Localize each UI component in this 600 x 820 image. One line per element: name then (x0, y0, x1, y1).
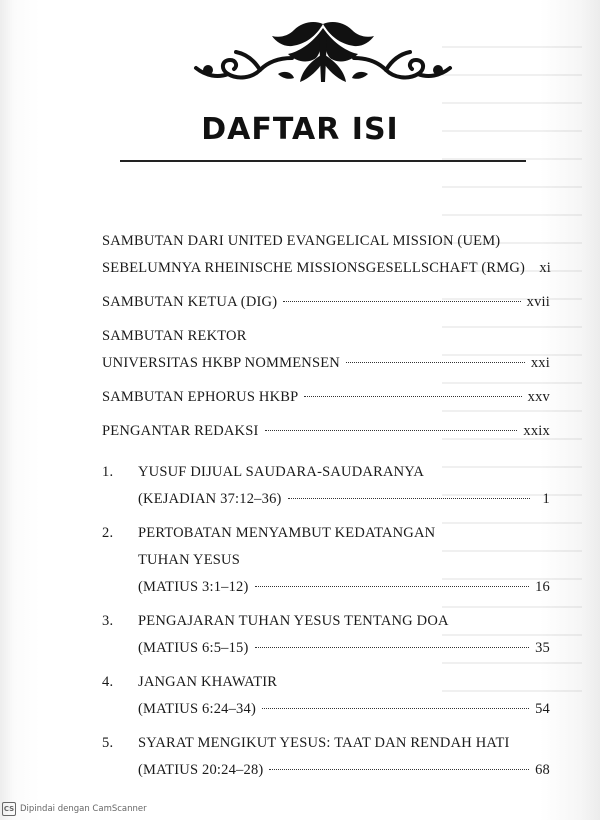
chapter-title: YUSUF DIJUAL SAUDARA-SAUDARANYA (138, 464, 425, 480)
toc-entry-text: SAMBUTAN REKTOR (102, 328, 247, 344)
chapter-number: 3. (102, 613, 114, 629)
toc-page-number: xvii (526, 294, 550, 310)
toc-page-number: 35 (535, 640, 550, 656)
leader-dots (255, 647, 530, 648)
toc-entry-sambutan-ketua[interactable] (102, 289, 550, 316)
chapter-title: TUHAN YESUS (138, 552, 240, 568)
toc-entry-sambutan-rektor[interactable] (102, 323, 550, 377)
chapter-number: 2. (102, 525, 114, 541)
chapter-reference: (MATIUS 6:5–15) (138, 640, 249, 656)
leader-dots (265, 430, 518, 431)
toc-chapter-1[interactable] (102, 459, 550, 513)
chapter-reference: (KEJADIAN 37:12–36) (138, 491, 282, 507)
toc-entry-text: SEBELUMNYA RHEINISCHE MISSIONSGESELLSCHAFT (RMG) (102, 260, 526, 276)
toc-page-number: 68 (535, 762, 550, 778)
camscanner-logo-icon: CS (2, 802, 16, 816)
toc-entry-sambutan-uem[interactable] (102, 228, 550, 282)
toc-chapter-2[interactable] (102, 520, 550, 601)
butterfly-ornament-icon (188, 14, 458, 92)
chapter-reference: (MATIUS 3:1–12) (138, 579, 249, 595)
chapter-number: 1. (102, 464, 114, 480)
watermark-text: Dipindai dengan CamScanner (20, 804, 147, 814)
chapter-title: PENGAJARAN TUHAN YESUS TENTANG DOA (138, 613, 449, 629)
title-underline (120, 160, 526, 162)
leader-dots (283, 301, 520, 302)
toc-entry-text: SAMBUTAN DARI UNITED EVANGELICAL MISSION (UEM) (102, 233, 501, 249)
toc-entry-sambutan-ephorus[interactable] (102, 384, 550, 411)
chapter-title: SYARAT MENGIKUT YESUS: TAAT DAN RENDAH HATI (138, 735, 510, 751)
toc-entry-text: PENGANTAR REDAKSI (102, 423, 259, 439)
chapter-title: JANGAN KHAWATIR (138, 674, 278, 690)
toc-chapter-3[interactable] (102, 608, 550, 662)
toc-page-number: 1 (542, 491, 550, 507)
toc-page-number: 54 (535, 701, 550, 717)
toc-page-number: xxi (530, 355, 550, 371)
chapter-reference: (MATIUS 20:24–28) (138, 762, 264, 778)
toc-page-number: xxv (527, 389, 550, 405)
toc-page-number: xxix (523, 423, 550, 439)
chapter-number: 4. (102, 674, 114, 690)
toc-entry-text: UNIVERSITAS HKBP NOMMENSEN (102, 355, 340, 371)
toc-chapter-5[interactable] (102, 730, 550, 784)
page-title: DAFTAR ISI (201, 112, 399, 147)
leader-dots (262, 708, 529, 709)
toc-entry-text: SAMBUTAN EPHORUS HKBP (102, 389, 299, 405)
scanner-watermark (2, 802, 147, 816)
leader-dots (288, 498, 530, 499)
toc-entry-text: SAMBUTAN KETUA (DIG) (102, 294, 278, 310)
chapter-number: 5. (102, 735, 114, 751)
leader-dots (255, 586, 530, 587)
leader-dots (304, 396, 521, 397)
toc-page-number: xi (539, 260, 552, 276)
chapter-title: PERTOBATAN MENYAMBUT KEDATANGAN (138, 525, 436, 541)
leader-dots (269, 769, 529, 770)
chapter-reference: (MATIUS 6:24–34) (138, 701, 256, 717)
leader-dots (346, 362, 525, 363)
toc-chapter-4[interactable] (102, 669, 550, 723)
table-of-contents (102, 228, 550, 784)
toc-entry-pengantar-redaksi[interactable] (102, 418, 550, 445)
toc-page-number: 16 (535, 579, 550, 595)
